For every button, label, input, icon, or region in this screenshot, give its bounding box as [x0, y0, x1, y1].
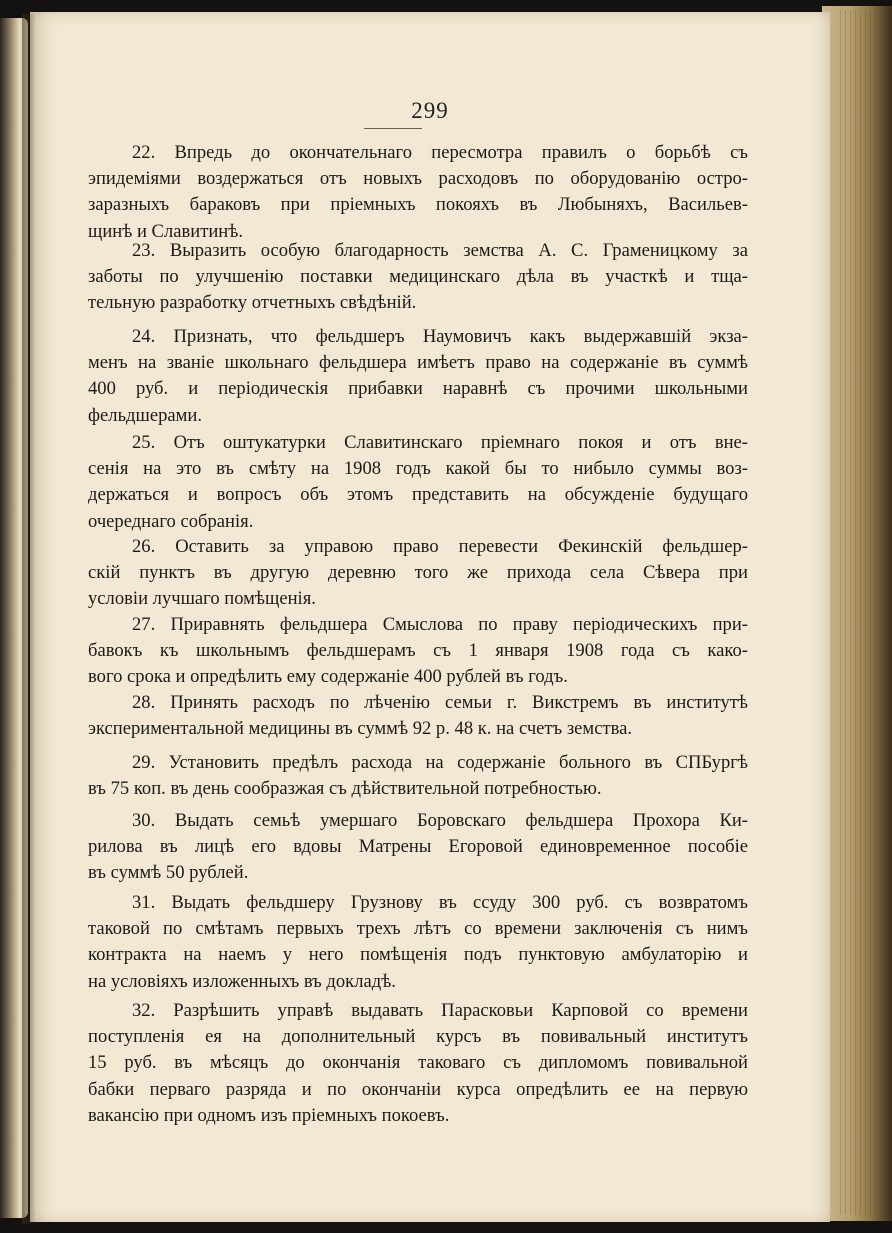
paragraph-line: 27. Приравнять фельдшера Смыслова по праву перiодическихъ при-	[132, 614, 748, 635]
paragraph-line: 32. Разрѣшить управѣ выдавать Парасковьи Карповой со времени	[132, 1000, 748, 1021]
paragraph-line: бабки перваго разряда и по окончанiи курса опредѣлить ее на первую	[88, 1078, 748, 1100]
paragraph-31	[88, 890, 748, 995]
paragraph-line: 26. Оставить за управою право перевести Фекинскiй фельдшер-	[132, 536, 748, 557]
paragraph-line: таковой по смѣтамъ первыхъ трехъ лѣтъ со времени заключенiя съ нимъ	[88, 918, 748, 940]
page-number-rule	[364, 128, 422, 129]
paragraph-line: тельную разработку отчетныхъ свѣдѣнiй.	[88, 292, 417, 314]
paragraph-line: вого срока и опредѣлить ему содержанiе 400 рублей въ годъ.	[88, 666, 568, 688]
paragraph-line: 28. Принять расходъ по лѣченiю семьи г. Викстремъ въ институтѣ	[132, 692, 748, 713]
paragraph-line: 29. Установить предѣлъ расхода на содержанiе больного въ СПБургѣ	[132, 752, 748, 773]
paragraph-30	[88, 808, 748, 887]
paragraph-22	[88, 140, 748, 245]
paragraph-line: 25. Отъ оштукатурки Славитинскаго прiемнаго покоя и отъ вне-	[132, 432, 748, 453]
paragraph-26	[88, 534, 748, 613]
paragraph-line: 23. Выразить особую благодарность земства А. С. Граменицкому за	[132, 240, 748, 261]
paragraph-line: экспериментальной медицины въ суммѣ 92 р. 48 к. на счетъ земства.	[88, 718, 633, 740]
paragraph-32	[88, 998, 748, 1129]
paragraph-line: поступленiя ея на дополнительный курсъ въ повивальный институтъ	[88, 1026, 748, 1048]
page-stack-lines	[840, 10, 880, 1215]
paragraph-line: бавокъ къ школьнымъ фельдшерамъ съ 1 января 1908 года съ како-	[88, 640, 748, 662]
paragraph-line: очереднаго собранiя.	[88, 510, 254, 532]
paragraph-line: 15 руб. въ мѣсяцъ до окончанiя таковаго съ дипломомъ повивальной	[88, 1052, 748, 1074]
paragraph-line: эпидемiями воздержаться отъ новыхъ расходовъ по оборудованiю остро-	[88, 168, 748, 190]
binding-shadow	[22, 14, 36, 1224]
paragraph-29	[88, 750, 748, 802]
page-number: 299	[411, 98, 449, 123]
paragraph-line: рилова въ лицѣ его вдовы Матрены Егоровой единовременное пособiе	[88, 836, 748, 858]
paragraph-line: щинѣ и Славитинѣ.	[88, 220, 243, 242]
paragraph-28	[88, 690, 748, 742]
paragraph-24	[88, 324, 748, 429]
paragraph-line: 400 руб. и перiодическiя прибавки наравнѣ съ прочими школьными	[88, 378, 748, 400]
paragraph-line: держаться и вопросъ объ этомъ представить на обсужденiе будущаго	[88, 484, 748, 506]
paragraph-line: вакансiю при одномъ изъ прiемныхъ покоевъ.	[88, 1104, 450, 1126]
paragraph-line: на условiяхъ изложенныхъ въ докладѣ.	[88, 970, 396, 992]
paragraph-line: условiи лучшаго помѣщенiя.	[88, 588, 316, 610]
paragraph-line: сенiя на это въ смѣту на 1908 годъ какой бы то нибыло суммы воз-	[88, 458, 748, 480]
paragraph-line: въ суммѣ 50 рублей.	[88, 862, 249, 884]
paragraph-25	[88, 430, 748, 535]
paragraph-line: скiй пунктъ въ другую деревню того же прихода села Сѣвера при	[88, 562, 748, 584]
paragraph-line: контракта на наемъ у него помѣщенiя подъ пунктовую амбулаторiю и	[88, 944, 748, 966]
paragraph-line: въ 75 коп. въ день сообразжая съ дѣйствительной потребностью.	[88, 778, 602, 800]
paragraph-line: 22. Впредь до окончательнаго пересмотра правилъ о борьбѣ съ	[132, 142, 748, 163]
paragraph-line: менъ на званiе школьнаго фельдшера имѣетъ право на содержанiе въ суммѣ	[88, 352, 748, 374]
paragraph-23	[88, 238, 748, 317]
paragraph-line: заразныхъ бараковъ при прiемныхъ покояхъ въ Любыняхъ, Васильев-	[88, 194, 748, 216]
paragraph-line: 30. Выдать семьѣ умершаго Боровскаго фельдшера Прохора Ки-	[132, 810, 748, 831]
book-page	[30, 12, 830, 1222]
paragraph-27	[88, 612, 748, 691]
paragraph-line: фельдшерами.	[88, 404, 203, 426]
paragraph-line: заботы по улучшенiю поставки медицинскаго дѣла въ участкѣ и тща-	[88, 266, 748, 288]
paragraph-line: 24. Признать, что фельдшеръ Наумовичъ какъ выдержавшiй экза-	[132, 326, 748, 347]
paragraph-line: 31. Выдать фельдшеру Грузнову въ ссуду 300 руб. съ возвратомъ	[132, 892, 748, 913]
